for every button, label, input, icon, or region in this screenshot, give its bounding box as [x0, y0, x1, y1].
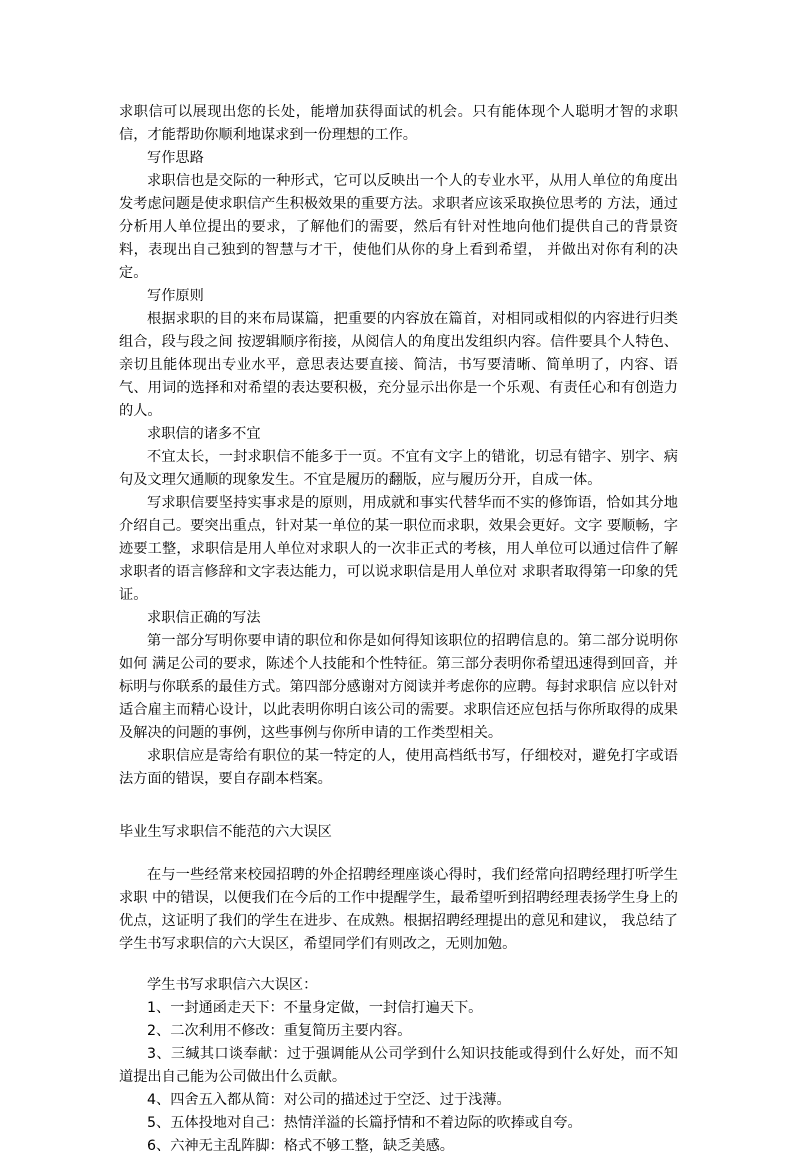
mistake-item-5: 5、五体投地对自己：热情洋溢的长篇抒情和不着边际的吹捧或自夸。 — [147, 1115, 582, 1131]
writing-principles-paragraph: 根据求职的目的来布局谋篇，把重要的内容放在篇首，对相同或相似的内容进行归类组合，段与段之间 按逻辑顺序衔接，从阅信人的角度出发组织内容。信件要具个人特色、亲切且能体现出专业水平，意思表达要直接、简洁，书写要清晰、简单明了，内容、语气、用词的选择和对希望的表达要积极，充分显示出你是一个乐观、有责任心和有创造力的人。 — [119, 311, 678, 419]
intro-paragraph: 求职信可以展现出您的长处，能增加获得面试的机会。只有能体现个人聪明才智的求职信，才能帮助你顺利地谋求到一份理想的工作。 — [119, 104, 678, 143]
article-title: 毕业生写求职信不能范的六大误区 — [119, 824, 332, 840]
mistake-item-2: 2、二次利用不修改：重复简历主要内容。 — [147, 1023, 412, 1039]
mistake-item-3: 3、三缄其口谈奉献：过于强调能从公司学到什么知识技能或得到什么好处，而不知道提出自己能为公司做出什么贡献。 — [119, 1046, 678, 1085]
spacer — [119, 956, 678, 974]
section-heading-writing-principles: 写作原则 — [147, 288, 204, 304]
mistake-item-4: 4、四舍五入都从简：对公司的描述过于空泛、过于浅薄。 — [147, 1092, 511, 1108]
mistake-item-1: 1、一封通函走天下：不量身定做，一封信打遍天下。 — [147, 1000, 483, 1016]
section-heading-donts: 求职信的诸多不宜 — [147, 426, 261, 442]
spacer — [119, 844, 678, 864]
section-heading-writing-ideas: 写作思路 — [147, 150, 204, 166]
correct-method-paragraph-2: 求职信应是寄给有职位的某一特定的人，使用高档纸书写，仔细校对，避免打字或语法方面的错误，要自存副本档案。 — [119, 748, 678, 787]
document-body — [119, 101, 678, 1158]
correct-method-paragraph-1: 第一部分写明你要申请的职位和你是如何得知该职位的招聘信息的。第二部分说明你如何 满足公司的要求，陈述个人技能和个性特征。第三部分表明你希望迅速得到回音，并标明与你联系的最佳方式。第四部分感谢对方阅读并考虑你的应聘。每封求职信 应以针对适合雇主而精心设计，以此表明你明白该公司的需要。求职信还应包括与你所取得的成果及解决的问题的事例，这些事例与你所申请的工作类型相关。 — [119, 633, 678, 741]
mistakes-list-title: 学生书写求职信六大误区： — [147, 977, 318, 993]
article-intro-paragraph: 在与一些经常来校园招聘的外企招聘经理座谈心得时，我们经常向招聘经理打听学生求职 中的错误，以便我们在今后的工作中提醒学生，最希望听到招聘经理表扬学生身上的优点，这证明了我们的学生在进步、在成熟。根据招聘经理提出的意见和建议， 我总结了学生书写求职信的六大误区，希望同学们有则改之，无则加勉。 — [119, 867, 678, 952]
mistake-item-6: 6、六神无主乱阵脚：格式不够工整，缺乏美感。 — [147, 1138, 454, 1154]
spacer — [119, 791, 678, 821]
donts-paragraph-1: 不宜太长，一封求职信不能多于一页。不宜有文字上的错讹，切忌有错字、别字、病句及文理欠通顺的现象发生。不宜是履历的翻版，应与履历分开，自成一体。 — [119, 449, 678, 488]
section-heading-correct-method: 求职信正确的写法 — [147, 610, 261, 626]
writing-ideas-paragraph: 求职信也是交际的一种形式，它可以反映出一个人的专业水平，从用人单位的角度出发考虑问题是使求职信产生积极效果的重要方法。求职者应该采取换位思考的 方法，通过分析用人单位提出的要求，了解他们的需要，然后有针对性地向他们提供自己的背景资料，表现出自己独到的智慧与才干，使他们从你的身上看到希望， 并做出对你有利的决定。 — [119, 173, 678, 281]
donts-paragraph-2: 写求职信要坚持实事求是的原则，用成就和事实代替华而不实的修饰语，恰如其分地介绍自己。要突出重点，针对某一单位的某一职位而求职，效果会更好。文字 要顺畅，字迹要工整，求职信是用人单位对求职人的一次非正式的考核，用人单位可以通过信件了解求职者的语言修辞和文字表达能力，可以说求职信是用人单位对 求职者取得第一印象的凭证。 — [119, 495, 678, 603]
